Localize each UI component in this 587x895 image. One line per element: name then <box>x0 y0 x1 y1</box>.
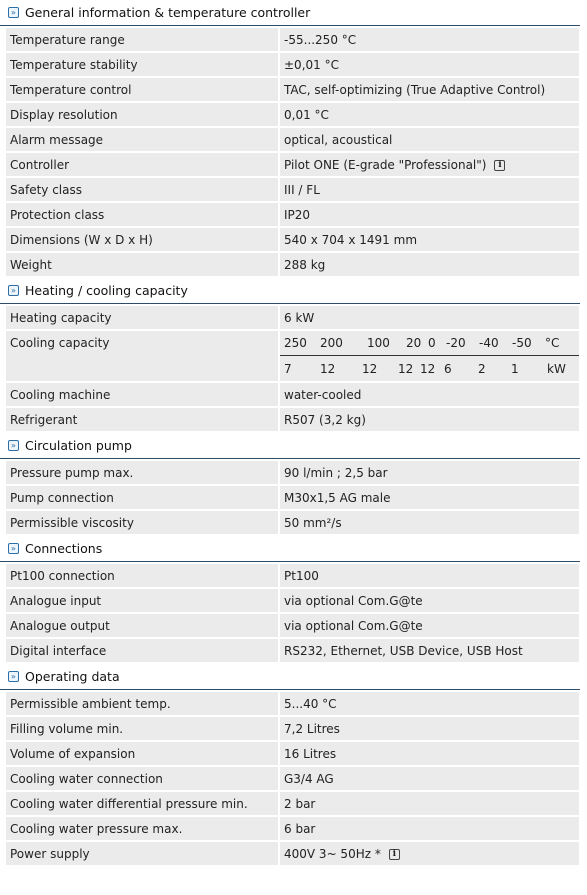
row-label: Permissible viscosity <box>6 511 280 534</box>
cooling-temp: -20 <box>446 336 466 350</box>
cooling-temperature-row <box>280 331 579 356</box>
row-label: Pressure pump max. <box>6 461 280 484</box>
section-header-heating[interactable] <box>0 278 580 304</box>
section-header-general[interactable] <box>0 0 580 26</box>
row-label: Cooling water differential pressure min. <box>6 792 280 815</box>
row-label: Analogue input <box>6 589 280 612</box>
table-row <box>6 692 579 715</box>
table-row <box>6 842 579 865</box>
table-row <box>6 742 579 765</box>
row-value-controller <box>280 153 579 176</box>
cooling-value: 6 <box>444 361 452 376</box>
row-label: Cooling water pressure max. <box>6 817 280 840</box>
cooling-unit: °C <box>545 336 560 350</box>
table-row <box>6 589 579 612</box>
row-label: Analogue output <box>6 614 280 637</box>
row-label: Pump connection <box>6 486 280 509</box>
row-label: Display resolution <box>6 103 280 126</box>
row-label: Cooling machine <box>6 383 280 406</box>
table-row <box>6 153 579 176</box>
info-icon[interactable]: i <box>494 160 505 171</box>
power-supply-value: 400V 3~ 50Hz * <box>284 846 381 861</box>
section-title: Circulation pump <box>25 438 132 453</box>
table-row <box>6 228 579 251</box>
row-label: Heating capacity <box>6 306 280 329</box>
row-label: Power supply <box>6 842 280 865</box>
table-row <box>6 103 579 126</box>
row-value: 288 kg <box>280 253 579 276</box>
table-row <box>6 817 579 840</box>
table-row <box>6 767 579 790</box>
cooling-value: 1 <box>511 361 519 376</box>
row-label: Cooling water connection <box>6 767 280 790</box>
row-label: Temperature stability <box>6 53 280 76</box>
cooling-temp: 200 <box>320 336 343 350</box>
cooling-value: 12 <box>362 361 378 376</box>
section-general <box>0 0 587 278</box>
cooling-temp: 100 <box>367 336 390 350</box>
collapse-arrow-icon[interactable]: » <box>8 440 19 451</box>
cooling-temp: -50 <box>512 336 532 350</box>
spec-table-pump <box>6 459 579 536</box>
collapse-arrow-icon[interactable]: » <box>8 543 19 554</box>
row-value: 5...40 °C <box>280 692 579 715</box>
section-header-connections[interactable] <box>0 536 580 562</box>
cooling-unit: kW <box>547 361 566 376</box>
row-value: IP20 <box>280 203 579 226</box>
row-value: III / FL <box>280 178 579 201</box>
table-row <box>6 28 579 51</box>
row-label: Temperature control <box>6 78 280 101</box>
table-row <box>6 78 579 101</box>
row-value: -55...250 °C <box>280 28 579 51</box>
table-row <box>6 511 579 534</box>
table-row <box>6 253 579 276</box>
section-operating-data <box>0 664 587 867</box>
cooling-value: 12 <box>320 361 336 376</box>
table-row <box>6 203 579 226</box>
row-value: 6 bar <box>280 817 579 840</box>
table-row <box>6 717 579 740</box>
table-row <box>6 614 579 637</box>
row-value: RS232, Ethernet, USB Device, USB Host <box>280 639 579 662</box>
controller-value: Pilot ONE (E-grade "Professional") <box>284 157 487 172</box>
row-value-power <box>280 842 579 865</box>
row-value: 2 bar <box>280 792 579 815</box>
table-row <box>6 178 579 201</box>
row-label: Digital interface <box>6 639 280 662</box>
row-value: 6 kW <box>280 306 579 329</box>
section-title: Operating data <box>25 669 120 684</box>
row-value: via optional Com.G@te <box>280 589 579 612</box>
section-title: General information & temperature controller <box>25 5 311 20</box>
cooling-temp: -40 <box>479 336 499 350</box>
row-label: Safety class <box>6 178 280 201</box>
table-row <box>6 461 579 484</box>
section-header-operating[interactable] <box>0 664 580 690</box>
row-value: 0,01 °C <box>280 103 579 126</box>
spec-table-connections <box>6 562 579 664</box>
row-label: Pt100 connection <box>6 564 280 587</box>
cooling-capacity-grid <box>280 331 579 381</box>
table-row <box>6 564 579 587</box>
table-row <box>6 639 579 662</box>
row-value: TAC, self-optimizing (True Adaptive Control) <box>280 78 579 101</box>
row-label: Cooling capacity <box>6 331 280 381</box>
cooling-value: 7 <box>284 361 292 376</box>
row-value: 50 mm²/s <box>280 511 579 534</box>
row-value: optical, acoustical <box>280 128 579 151</box>
cooling-value: 12 <box>398 361 414 376</box>
section-title: Connections <box>25 541 103 556</box>
section-circulation-pump <box>0 433 587 536</box>
row-label: Weight <box>6 253 280 276</box>
row-value: 90 l/min ; 2,5 bar <box>280 461 579 484</box>
row-value: 16 Litres <box>280 742 579 765</box>
section-heating-cooling <box>0 278 587 433</box>
cooling-temp: 0 <box>428 336 436 350</box>
row-label: Protection class <box>6 203 280 226</box>
row-label: Filling volume min. <box>6 717 280 740</box>
cooling-temp: 250 <box>284 336 307 350</box>
spec-table-heating <box>6 304 579 433</box>
table-row <box>6 128 579 151</box>
section-header-pump[interactable] <box>0 433 580 459</box>
section-title: Heating / cooling capacity <box>25 283 188 298</box>
table-row <box>6 486 579 509</box>
row-label: Volume of expansion <box>6 742 280 765</box>
row-label: Temperature range <box>6 28 280 51</box>
spec-table-general <box>6 26 579 278</box>
table-row <box>6 306 579 329</box>
row-label: Alarm message <box>6 128 280 151</box>
row-label: Dimensions (W x D x H) <box>6 228 280 251</box>
row-value: G3/4 AG <box>280 767 579 790</box>
row-value: via optional Com.G@te <box>280 614 579 637</box>
cooling-value: 2 <box>478 361 486 376</box>
collapse-arrow-icon[interactable]: » <box>8 285 19 296</box>
table-row <box>6 53 579 76</box>
cooling-value: 12 <box>420 361 436 376</box>
row-value: ±0,01 °C <box>280 53 579 76</box>
table-row <box>6 331 579 381</box>
row-value: 7,2 Litres <box>280 717 579 740</box>
row-value: R507 (3,2 kg) <box>280 408 579 431</box>
cooling-temp: 20 <box>406 336 422 350</box>
table-row <box>6 408 579 431</box>
section-connections <box>0 536 587 664</box>
collapse-arrow-icon[interactable]: » <box>8 671 19 682</box>
info-icon[interactable]: i <box>389 849 400 860</box>
spec-table-operating <box>6 690 579 867</box>
collapse-arrow-icon[interactable]: » <box>8 7 19 18</box>
table-row <box>6 383 579 406</box>
row-label: Permissible ambient temp. <box>6 692 280 715</box>
row-value: water-cooled <box>280 383 579 406</box>
cooling-value-row <box>280 356 579 381</box>
row-value: M30x1,5 AG male <box>280 486 579 509</box>
row-value: 540 x 704 x 1491 mm <box>280 228 579 251</box>
row-label: Controller <box>6 153 280 176</box>
table-row <box>6 792 579 815</box>
row-label: Refrigerant <box>6 408 280 431</box>
row-value: Pt100 <box>280 564 579 587</box>
